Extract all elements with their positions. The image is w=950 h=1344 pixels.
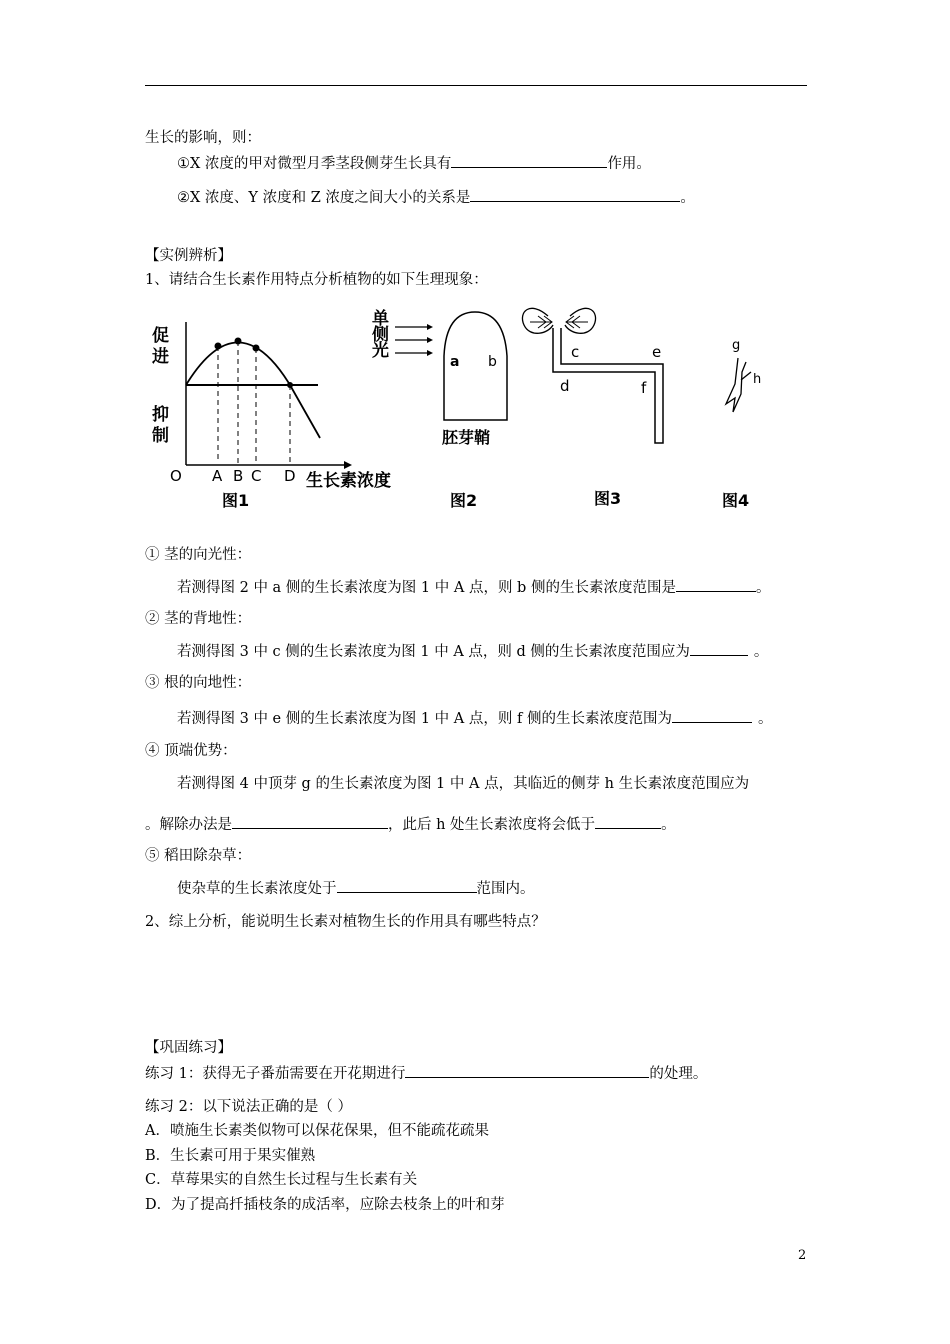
fig1-point-label: B: [233, 467, 244, 485]
option-a[interactable]: A．喷施生长素类似物可以保花保果，但不能疏花疏果: [145, 1123, 489, 1139]
fig4-caption: 图4: [722, 491, 750, 510]
fig1-point-label: A: [212, 467, 223, 485]
answer-blank[interactable]: [232, 814, 388, 829]
answer-blank[interactable]: [672, 708, 752, 723]
fig1-point-label: D: [284, 467, 296, 485]
option-b[interactable]: B．生长素可用于果实催熟: [145, 1148, 316, 1164]
fig2-coleoptile-label: 胚芽鞘: [442, 428, 491, 447]
item-5-question: 使杂草的生长素浓度处于 范围内。: [177, 878, 535, 899]
question-2: ②X 浓度、Y 浓度和 Z 浓度之间大小的关系是 。: [177, 187, 695, 208]
fig3-label-d: d: [560, 377, 570, 395]
intro-line: 生长的影响，则：: [145, 130, 261, 146]
fig2-caption: 图2: [450, 491, 478, 510]
item-1-title: ① 茎的向光性：: [145, 547, 252, 563]
option-c[interactable]: C．草莓果实的自然生长过程与生长素有关: [145, 1172, 418, 1188]
item-3-title: ③ 根的向地性：: [145, 675, 252, 691]
item-2-question: 若测得图 3 中 c 侧的生长素浓度为图 1 中 A 点，则 d 侧的生长素浓度范围应为 。: [177, 641, 768, 662]
fig3-caption: 图3: [594, 489, 622, 508]
fig2-light-label: 单侧光: [372, 309, 389, 361]
fig3-label-e: e: [652, 343, 662, 361]
figure-1-graph: [186, 322, 352, 469]
item-2-title: ② 茎的背地性：: [145, 611, 252, 627]
item-1-question: 若测得图 2 中 a 侧的生长素浓度为图 1 中 A 点，则 b 侧的生长素浓度范围是 。: [177, 577, 770, 598]
figure-4-shoot: [726, 358, 751, 412]
fig1-y-top-label: 促进: [152, 326, 169, 367]
example-intro: 1、请结合生长素作用特点分析植物的如下生理现象：: [145, 272, 488, 288]
fig1-x-title: 生长素浓度: [306, 471, 391, 491]
question-2-summary: 2、综上分析，能说明生长素对植物生长的作用具有哪些特点？: [145, 914, 546, 930]
fig3-label-c: c: [571, 343, 580, 361]
fig4-label-g: g: [732, 338, 741, 353]
answer-blank[interactable]: [676, 577, 756, 592]
fig2-side-b: b: [488, 354, 497, 370]
section-header-example: 【实例辨析】: [145, 248, 232, 264]
fig2-side-a: a: [450, 354, 460, 370]
point-c-marker: [253, 345, 260, 352]
page-number: 2: [798, 1248, 807, 1263]
item-4-question: 若测得图 4 中顶芽 g 的生长素浓度为图 1 中 A 点，其临近的侧芽 h 生长素浓度范围应为: [177, 776, 750, 792]
item-5-title: ⑤ 稻田除杂草：: [145, 848, 252, 864]
practice-2: 练习 2：以下说法正确的是（ ）: [145, 1099, 352, 1115]
fig1-y-bottom-label: 抑制: [152, 405, 169, 446]
point-b-marker: [235, 338, 242, 345]
fig3-label-f: f: [641, 379, 647, 397]
option-d[interactable]: D．为了提高扦插枝条的成活率，应除去枝条上的叶和芽: [145, 1197, 505, 1213]
practice-1: 练习 1：获得无子番茄需要在开花期进行 的处理。: [145, 1063, 707, 1084]
item-4-title: ④ 顶端优势：: [145, 743, 237, 759]
fig1-origin: O: [170, 467, 182, 485]
fig4-label-h: h: [753, 372, 762, 387]
point-a-marker: [215, 343, 222, 350]
point-d-marker: [287, 382, 293, 388]
item-3-question: 若测得图 3 中 e 侧的生长素浓度为图 1 中 A 点，则 f 侧的生长素浓度范围为 。: [177, 708, 772, 729]
fig1-point-label: C: [251, 467, 262, 485]
answer-blank[interactable]: [690, 641, 748, 656]
answer-blank[interactable]: [405, 1063, 649, 1078]
question-1: ①X 浓度的甲对微型月季茎段侧芽生长具有 作用。: [177, 153, 651, 174]
fig1-caption: 图1: [222, 491, 250, 510]
answer-blank[interactable]: [337, 878, 477, 893]
item-4-followup: 。解除办法是 ，此后 h 处生长素浓度将会低于 。: [145, 814, 676, 835]
section-header-practice: 【巩固练习】: [145, 1040, 232, 1056]
figure-3-horizontal-plant: [522, 308, 663, 443]
answer-blank[interactable]: [595, 814, 661, 829]
